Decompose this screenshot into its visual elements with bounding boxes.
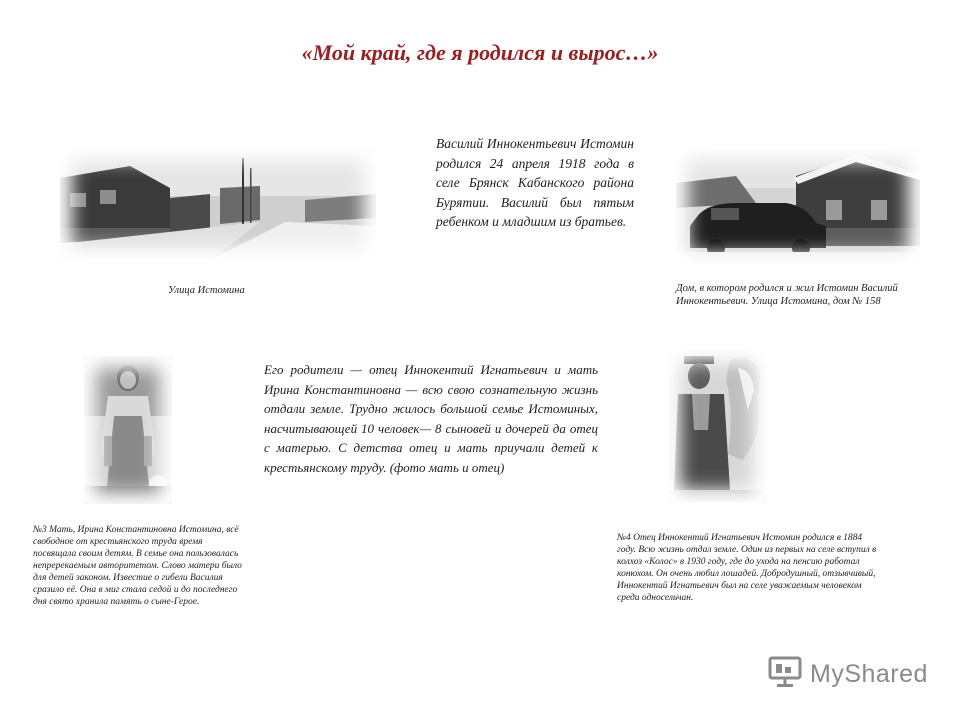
myshared-logo <box>768 656 928 692</box>
intro-text: Василий Иннокентьевич Истомин родился 24 апреля 1918 года в селе Брянск Кабанского района Бурятии. Василий был пятым ребенком и младшим из братьев. <box>436 136 634 229</box>
house-photo <box>676 148 920 266</box>
page-title: «Мой край, где я родился и вырос…» <box>301 40 659 65</box>
father-photo <box>668 350 766 502</box>
house-caption: Дом, в котором родился и жил Истомин Василий Иннокентьевич. Улица Истомина, дом № 158 <box>676 283 898 307</box>
presentation-board-icon <box>768 655 802 694</box>
father-caption: №4 Отец Иннокентий Игнатьевич Истомин родился в 1884 году. Всю жизнь отдал земле. Один из первых на селе вступил в колхоз «Колос» в 1930 году, где до ухода на пенсию работал конюхом. Он очень любил лошадей. Добродушный, отзывчивый, Иннокентий Игнатьевич был на селе уважаемым человеком среди односельчан. <box>617 533 877 603</box>
parents-text: Его родители — отец Иннокентий Игнатьевич и мать Ирина Константиновна — всю свою сознательную жизнь отдали земле. Трудно жилось большой семье Истоминых, насчитывающей 10 человек— 8 сыновей и дочерей да отец с матерью. С детства отец и мать приучали детей к крестьянскому труду. (фото мать и отец) <box>264 362 598 475</box>
mother-caption: №3 Мать, Ирина Константиновна Истомина, всё свободное от крестьянского труда время посвящала своим детям. В семье она пользовалась непререкаемым авторитетом. Слово матери было для детей законом. Известие о гибели Василия сразило её. Она в миг стала седой и до последнего дня свято хранила память о сыне-Герое. <box>33 525 242 607</box>
street-caption: Улица Истомина <box>168 285 245 296</box>
street-photo <box>60 148 376 260</box>
logo-text: MyShared <box>810 659 928 688</box>
mother-photo <box>84 356 172 504</box>
